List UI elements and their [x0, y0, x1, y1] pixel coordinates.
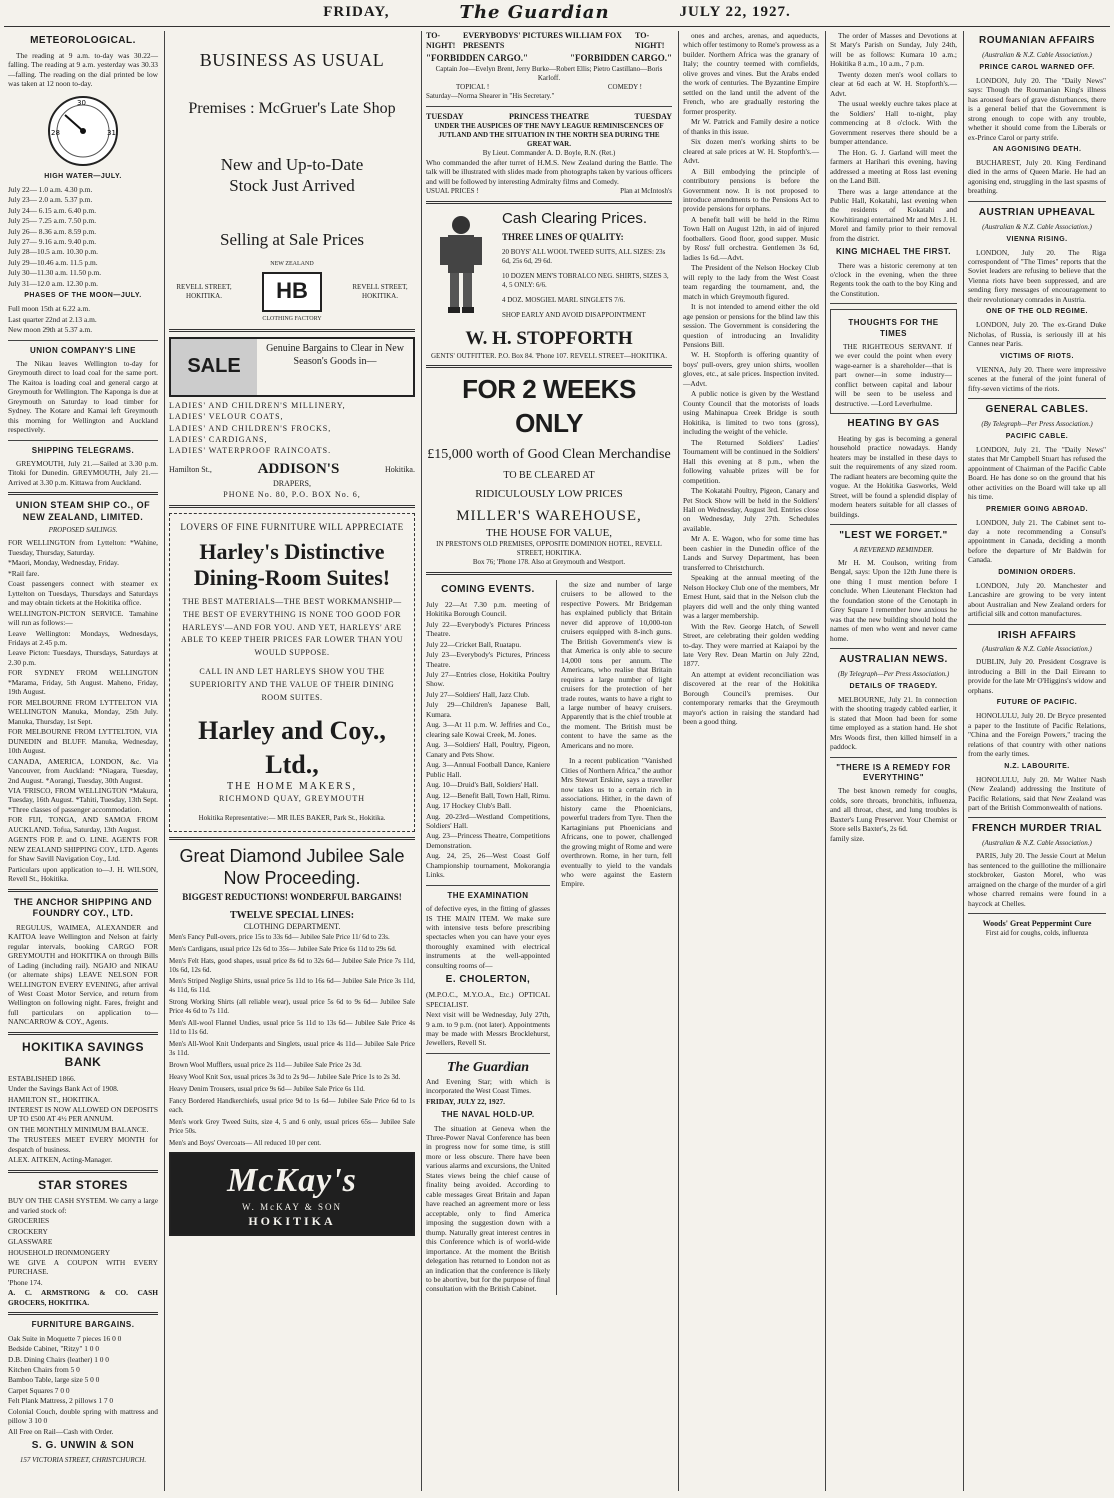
- savings-line: ESTABLISHED 1866.: [8, 1073, 76, 1083]
- moon-row: Last quarter 22nd at 2.13 a.m.: [8, 314, 97, 324]
- cleared-line: TO BE CLEARED AT: [503, 469, 595, 481]
- millers-sub: THE HOUSE FOR VALUE,: [485, 526, 613, 539]
- addison-name: ADDISON'S: [257, 461, 340, 478]
- sale-advert: [169, 337, 415, 397]
- remedy-title: "THERE IS A REMEDY FOR EVERYTHING": [836, 762, 951, 782]
- met-text: The reading at 9 a.m. to-day was 30.22—falling. The reading at 9 a.m. yesterday was 30.33—falling. The reading on the dial printed be low was taken at 12 noon to-day.: [8, 50, 158, 89]
- future-text: HONOLULU, July 20. Dr Bryce presented a paper to the Institute of Pacific Relations, "China and the Foreign Powers," tracing the relations of that country with other nations from the early times.: [968, 711, 1106, 759]
- c4-text: W. H. Stopforth is offering quantity of boys' pull-overs, grey union shirts, woollen gloves, etc., at sale prices. Inspection invited.—Advt.: [683, 350, 819, 388]
- barometer-dial-icon: [45, 93, 121, 169]
- tide-row: July 29—10.46 a.m. 11.5 p.m.: [8, 257, 98, 267]
- harley-text: THE BEST MATERIALS—THE BEST WORKMANSHIP—THE BEST OF EVERYTHING IS NONE TOO GOOD FOR HARLEYS'—AND FOR YOU. AND YET, HARLEYS' ARE ABLE TO KEEP THEIR PRICES FAR LOWER THAN YOU WOULD SUPPOSE.: [180, 597, 403, 658]
- furniture-item: Oak Suite in Moquette 7 pieces 16 0 0: [8, 1333, 122, 1343]
- moon-title: PHASES OF THE MOON—JULY.: [24, 292, 142, 300]
- coming-event: July 22—Cricket Ball, Ruatapu.: [426, 639, 522, 649]
- princess-left: TUESDAY: [426, 111, 464, 121]
- svg-text:28: 28: [51, 128, 60, 137]
- coming-event: July 22—At 7.30 p.m. meeting of Hokitika Borough Council.: [426, 599, 550, 619]
- thoughts-box: [830, 309, 957, 414]
- sale-line: LADIES' VELOUR COATS,: [169, 412, 284, 422]
- victims-text: VIENNA, July 20. There were impressive scenes at the funeral of the joint funeral of fifty-seven victims of the riots.: [968, 364, 1106, 393]
- labourite-title: N.Z. LABOURITE.: [1004, 762, 1070, 770]
- low-line: RIDICULOUSLY LOW PRICES: [475, 487, 623, 500]
- premier-title: PREMIER GOING ABROAD.: [985, 505, 1089, 513]
- general-sub: (By Telegraph—Per Press Association.): [981, 419, 1093, 428]
- coming-title: COMING EVENTS.: [441, 583, 535, 595]
- c4-text: ones and arches, arenas, and aqueducts, which offer testimony to Rome's prowess as a builder. Northern Africa was the granary of Italy; the country teemed with cornfields, olive groves and vines. But the Arabs ended the work of centuries. The Byzantine Empire settled on the land until the advent of the French, who are gradually restoring the former prosperity.: [683, 31, 819, 116]
- stopforth-sub: GENTS' OUTFITTER. P.O. Box 84. 'Phone 107. REVELL STREET—HOKITIKA.: [431, 351, 667, 360]
- uss-line: FOR FIJI, TONGA, AND SAMOA FROM AUCKLAND. Tofua, Saturday, 13th August.: [8, 815, 158, 834]
- pacific-text: LONDON, July 21. The "Daily News" states that Mr Campbell Stuart has refused the appointment of Chairman of the Pacific Cable Board. He has done so on the ground that his other activities on the Board will take up all his time.: [968, 444, 1106, 502]
- uss-line: FOR WELLINGTON from Lyttelton: *Wahine, Tuesday, Thursday, Saturday.: [8, 538, 158, 557]
- navy-plan: Plan at McIntosh's: [620, 187, 672, 196]
- thoughts-text: THE RIGHTEOUS SERVANT. If we ever could the point when every wage-earner is a shareholder—that is part owner—in some industry—conflict between capital and labour will be seen to be useless and destructive. —Lord Leverhulme.: [835, 341, 952, 408]
- furniture-item: D.B. Dining Chairs (leather) 1 0 0: [8, 1354, 109, 1364]
- star-line: CROCKERY: [8, 1226, 48, 1236]
- harley-address: RICHMOND QUAY, GREYMOUTH: [218, 793, 365, 803]
- harley-name: Harley and Coy., Ltd.,: [198, 716, 386, 779]
- c5-text: Twenty dozen men's wool collars to clear at 6d each at W. H. Stopforth's.—Advt.: [830, 69, 957, 98]
- french-title: FRENCH MURDER TRIAL: [971, 823, 1103, 835]
- sale-line: LADIES' AND CHILDREN'S FROCKS,: [169, 423, 332, 433]
- c4-text: The Returned Soldiers' Ladies' Tournament will be continued in the Soldiers' Hall this evening at 8 p.m., when the following valuable prizes will be for competition.: [683, 437, 819, 485]
- unwin-name: S. G. UNWIN & SON: [31, 1440, 135, 1452]
- labourite-text: HONOLULU, July 20. Mr Walter Nash (New Zealand) addressing the Institute of Pacific Relations, said that New Zealand was part of the British Commonwealth of nations.: [968, 774, 1106, 812]
- uss-line: CANADA, AMERICA, LONDON, &c. Via Vancouver, from Auckland: *Niagara, Tuesday, 2nd August. *Aorangi, Tuesday, 30th August.: [8, 756, 158, 785]
- cruiser-text: the size and number of large cruisers to be allowed to the respective Powers. Mr Bridgeman has explained publicly that Britain never did approve of 10,000-ton cruisers equipped with 8-inch guns. The British Government's view is that America is only able to secure 14,000 tons per annum. The Americans, who realise that Britain requires a large number of light cruisers for the protection of her trade routes, wants to have a right to a large number of heavy cruisers. Apparently that is the chief trouble at the moment. The British must be content to have the same as the Americans and no more.: [561, 579, 672, 750]
- saturday-line: Saturday—Norma Shearer in "His Secretary.": [426, 91, 555, 100]
- c4-text: A public notice is given by the Westland County Council that the motorists of loads using Mahinapua Creek Bridge is south Hokitika, is limited to two tons (gross), including the weight of the vehicle.: [683, 389, 819, 437]
- jubilee-item: Men's Fancy Pull-overs, price 15s to 33s 6d— Jubilee Sale Price 11/ 6d to 23s.: [169, 932, 390, 941]
- navy-by: By Lieut. Commander A. D. Boyle, R.N. (Ret.): [482, 148, 616, 157]
- coming-event: Aug. 3—At 11 p.m. W. Jeffries and Co., clearing sale Kowai Creek, M. Jones.: [426, 720, 550, 739]
- c5-text: The Hon. G. J. Garland will meet the farmers at Harihari this evening, having addressed a meeting at Ross last evening on the Land Bill.: [830, 147, 957, 186]
- harley-call: CALL IN AND LET HARLEYS SHOW YOU THE SUPERIORITY AND THE VALUE OF THEIR DINING ROOM SUITES.: [189, 667, 395, 702]
- millers-name: MILLER'S WAREHOUSE,: [456, 507, 642, 524]
- c4-text: A Bill embodying the principle of contributory pensions is before the Government now. It is not proposed to introduce amendments to the Pensions Act to provide pensions for orphans.: [683, 166, 819, 214]
- cargo-left: "FORBIDDEN CARGO.": [426, 53, 528, 64]
- uss-line: AGENTS FOR P. and O. LINE. AGENTS FOR NEW ZEALAND SHIPPING COY., LTD. Agents for Shaw Savill Navigation Coy., Ltd.: [8, 835, 158, 864]
- jubilee-item: Men's Felt Hats, good shapes, usual price 8s 6d to 32s 6d— Jubilee Sale Price 7s 11d, 10s 6d, 12s 6d.: [169, 956, 415, 974]
- everybodys-left: TO-NIGHT!: [426, 31, 456, 51]
- boy-figure-icon: [426, 213, 496, 323]
- uss-line: Particulars upon application to—J. H. WILSON, Revell St., Hokitika.: [8, 864, 158, 884]
- cholerton-text: Next visit will be Wednesday, July 27th, 9 a.m. to 9 p.m. (not later). Appointments may be made with Messrs Brocklehurst, Jewellers, Revell St.: [426, 1010, 550, 1048]
- column-6: [963, 31, 1110, 1491]
- column-4: [678, 31, 823, 1491]
- agonising-text: BUCHAREST, July 20. King Ferdinand died in the arms of Queen Marie. He had an agonising end, struggling in the last spasms of breathing.: [968, 157, 1106, 196]
- jubilee-item: Men's and Boys' Overcoats— All reduced 10 per cent.: [169, 1138, 322, 1147]
- c4-text: It is not intended to amend either the old age pension or pensions for the blind law this session. The Government is considering the question of introducing an Invalidity Pensions Bill.: [683, 302, 819, 349]
- hb-logo: [262, 261, 322, 324]
- heating-title: HEATING BY GAS: [847, 418, 940, 430]
- coming-event: Aug. 3—Soldiers' Hall, Poultry, Pigeon, Canary and Pets Show.: [426, 740, 550, 759]
- coming-event: July 22—Everybody's Pictures Princess Theatre.: [426, 619, 550, 639]
- stopforth-name: W. H. STOPFORTH: [465, 328, 633, 350]
- column-2: [164, 31, 419, 1491]
- jubilee-item: Fancy Bordered Handkerchiefs, usual price 9d to 1s 6d— Jubilee Sale Price 6d to 1s each.: [169, 1096, 415, 1114]
- cash-shop: SHOP EARLY AND AVOID DISAPPOINTMENT: [502, 310, 646, 319]
- star-line: GLASSWARE: [8, 1237, 53, 1247]
- hb-mark: HB: [262, 272, 322, 312]
- victims-title: VICTIMS OF RIOTS.: [1000, 352, 1074, 360]
- c4-text: The President of the Nelson Hockey Club will reply to the lady from the West Coast team regarding the tournament, and, the match in which Greymouth figured.: [683, 263, 819, 301]
- french-sub: (Australian & N.Z. Cable Association.): [982, 839, 1092, 848]
- lest-text: Mr H. M. Coulson, writing from Bengal, says: Upon the 12th June there is one thing I must mention before I conclude. When Lieutenant Fleckton had the foundation stone of the Cenotaph in Grey Square I remember how anxious he was that the new building should hold the names of men who went and never came home.: [830, 557, 957, 643]
- sale-genuine: Genuine Bargains to Clear in New Season's Goods in—: [266, 343, 404, 367]
- savings-line: INTEREST IS NOW ALLOWED ON DEPOSITS UP TO £500 AT 4½ PER ANNUM.: [8, 1105, 158, 1124]
- king-michael-title: KING MICHAEL THE FIRST.: [836, 247, 951, 257]
- cargo-cast: Captain Joe—Evelyn Brent, Jerry Burke—Robert Ellis; Pietro Castillano—Boris Karloff.: [435, 64, 663, 82]
- mckay-name: McKay's: [227, 1161, 357, 1199]
- guardian-date: FRIDAY, JULY 22, 1927.: [426, 1096, 505, 1106]
- addison-town: Hokitika.: [384, 464, 415, 474]
- moon-row: Full moon 15th at 6.22 a.m.: [8, 304, 91, 314]
- australian-sub: (By Telegraph—Per Press Association.): [837, 669, 950, 678]
- jubilee-title: Great Diamond Jubilee Sale Now Proceeding.: [179, 845, 405, 888]
- remedy-text: The best known remedy for coughs, colds, sore throats, bronchitis, influenza, and all throat, chest, and lung troubles is Baxter's Lung Preserver. Your Chemist or Store sells Baxter's, 2s 6d.: [830, 786, 957, 834]
- heating-text: Heating by gas is becoming a general household practice nowadays. Handy heaters may be installed in these days to suit the requirements of any sized room. The radiant heaters are becoming quite the vogue. At the Hokitika Gasworks, Weld Street, will be found a splendid display of modern heaters suitable for all classes of buildings.: [830, 433, 957, 519]
- mckay-logo: [169, 1152, 415, 1236]
- shipping-title: SHIPPING TELEGRAMS.: [31, 445, 135, 455]
- uss-line: *Rail fare.: [8, 568, 40, 578]
- furniture-item: Carpet Squares 7 0 0: [8, 1385, 70, 1395]
- c4-text: Speaking at the annual meeting of the Nelson Hockey Club one of the members, Mr Ernest Hunt, said that in the Nelson club the players did well and the only thing wanted was a larger membership.: [683, 573, 819, 621]
- c5-text: There was a historic ceremony at ten o'clock in the evening, when the three Regents took the oath to the boy King and the Constitution.: [830, 260, 957, 298]
- future-title: FUTURE OF PACIFIC.: [996, 699, 1078, 707]
- unwin-address: 157 VICTORIA STREET, CHRISTCHURCH.: [19, 1456, 147, 1465]
- naval-text: The situation at Geneva when the Three-Power Naval Conference has been in progress now for some time, is still more or less obscure. There have been various alarms and excursions, the United States views being the chief cause of finality being avoided. According to cable messages Great Britain and Japan have reached an agreement more or less acceptable, only to find America imposing the suggestion down with a thump. Naturally great interest centres in this Conference which is of world-wide importance. At the moment the British delegation has returned to London not as an indication that the conference is likely to be abortive, but for the purpose of final consultation with the British Cabinet.: [426, 1123, 550, 1294]
- masthead: [0, 0, 1114, 24]
- jubilee-item: Heavy Denim Trousers, usual price 9s 6d— Jubilee Sale Price 6s 11d.: [169, 1085, 365, 1093]
- c5-text: The order of Masses and Devotions at St Mary's Parish on Sunday, July 24th, will be as follows: Kumara 10 a.m.; Hokitika 8 a.m., 10 a.m., 7 p.m.: [830, 31, 957, 69]
- uss-sub: PROPOSED SAILINGS.: [48, 526, 118, 535]
- irish-title: IRISH AFFAIRS: [997, 629, 1077, 641]
- coming-event: Aug. 3—Annual Football Dance, Kaniere Public Hall.: [426, 760, 550, 779]
- revell-left: REVELL STREET, HOKITIKA.: [176, 283, 232, 301]
- harley-title: Harley's Distinctive Dining-Room Suites!: [193, 539, 391, 590]
- jubilee-item: Men's All-Wool Knit Underpants and Singlets, usual price 4s 11d— Jubilee Sale Price 3s 11d.: [169, 1040, 415, 1058]
- masthead-title: The Guardian: [459, 1, 610, 23]
- old-regime-text: LONDON, July 20. The ex-Grand Duke Nicholas, of Russia, is seriously ill at his Cannes near Paris.: [968, 320, 1106, 349]
- jubilee-twelve: TWELVE SPECIAL LINES:: [229, 909, 355, 921]
- coming-event: Aug. 10—Druid's Ball, Soldiers' Hall.: [426, 780, 539, 790]
- uss-title: UNION STEAM SHIP CO., OF NEW ZEALAND, LIMITED.: [15, 500, 151, 522]
- uss-line: WELLINGTON-PICTON SERVICE. Tamahine will run as follows:—: [8, 608, 158, 628]
- masthead-date: JULY 22, 1927.: [679, 3, 791, 20]
- star-line: BUY ON THE CASH SYSTEM. We carry a large and varied stock of:: [8, 1196, 158, 1215]
- australian-details: DETAILS OF TRAGEDY.: [849, 682, 938, 690]
- jubilee-item: Men's work Grey Tweed Suits, size 4, 5 and 6 only, usual prices 65s— Jubilee Sale Price 50s.: [169, 1117, 415, 1135]
- uss-line: Leave Picton: Tuesdays, Thursdays, Saturdays at 2.30 p.m.: [8, 648, 158, 667]
- uss-line: *Maori, Monday, Wednesday, Friday.: [8, 558, 119, 568]
- austrian-title: AUSTRIAN UPHEAVAL: [978, 206, 1096, 218]
- navy-prices: USUAL PRICES !: [426, 187, 479, 196]
- harley-sub: THE HOME MAKERS,: [226, 780, 358, 792]
- cholerton-sub: (M.P.O.C., M.Y.O.A., Etc.) OPTICAL SPECIALIST.: [426, 990, 550, 1009]
- everybodys-right: TO-NIGHT!: [635, 31, 665, 51]
- uss-line: FOR SYDNEY FROM WELLINGTON *Marama, Friday, 5th August. Maheno, Friday, 19th August.: [8, 668, 158, 697]
- sale-line: LADIES' AND CHILDREN'S MILLINERY,: [169, 401, 346, 411]
- cash-line: 4 DOZ. MOSGIEL MARL SINGLETS 7/6.: [502, 295, 625, 304]
- princess-center: PRINCESS THEATRE: [509, 111, 589, 121]
- coming-event: Aug. 23—Princess Theatre, Competitions Demonstration.: [426, 831, 550, 850]
- naval-title: THE NAVAL HOLD-UP.: [441, 1110, 535, 1120]
- c4-text: Six dozen men's working shirts to be cleared at sale prices at W. H. Stopforth's.—Advt.: [683, 137, 819, 166]
- union-text: The Nikau leaves Wellington to-day for Greymouth direct to load coal for the same port. The Kaitoa is loading coal and general cargo at Greymouth for Wellington. The Kaponga is due at Greymouth on Saturday to load timber for Sydney. The Kotare and Kamai left Greymouth this morning for Wellington and Auckland respectively.: [8, 358, 158, 435]
- new-stock-line: New and Up-to-Date Stock Just Arrived: [220, 154, 364, 196]
- savings-line: ALEX. AITKEN, Acting-Manager.: [8, 1155, 113, 1165]
- uss-line: Coast passengers connect with steamer ex Lyttelton on Tuesdays, Thursdays and Saturdays and may obtain tickets at the Hokitika office.: [8, 579, 158, 608]
- millers-address: IN PRESTON'S OLD PREMISES, OPPOSITE DOMINION HOTEL, REVELL STREET, HOKITIKA.: [436, 540, 662, 557]
- coming-event: July 27—Entries close, Hokitika Poultry Show.: [426, 669, 550, 689]
- c4-text: An attempt at evident reconciliation was discovered at the rear of the Hokitika Borough Council's premises. Our contemporary remarks that the Greymouth mayor's action in raising the standard had been a good thing.: [683, 669, 819, 727]
- pacific-title: PACIFIC CABLE.: [1005, 432, 1069, 440]
- furniture-item: Kitchen Chairs from 5 0: [8, 1364, 80, 1374]
- agonising-title: AN AGONISING DEATH.: [992, 145, 1082, 153]
- guardian-sub: And Evening Star; with which is incorporated the West Coast Times.: [426, 1076, 550, 1096]
- star-line: HOUSEHOLD IRONMONGERY: [8, 1247, 111, 1257]
- coming-event: July 27—Soldiers' Hall, Jazz Club.: [426, 689, 530, 699]
- navy-text: Who commanded the after turret of H.M.S. New Zealand during the Battle. The talk will be illustrated with slides made from photographs taken by various officers and will be followed by interesting Admiralty films and Comedy.: [426, 157, 672, 186]
- newspaper-page: [4, 26, 1110, 1492]
- mckay-town: HOKITIKA: [248, 1213, 336, 1228]
- jubilee-item: Heavy Wool Knit Sox, usual prices 3s 3d to 2s 9d— Jubilee Sale Price 1s to 2s 3d.: [169, 1073, 401, 1082]
- dominion-title: DOMINION ORDERS.: [998, 568, 1076, 576]
- tide-row: July 23— 2.0 a.m. 5.37 p.m.: [8, 195, 93, 205]
- tide-row: July 22— 1.0 a.m. 4.30 p.m.: [8, 184, 93, 194]
- column-1: [4, 31, 162, 1491]
- tide-row: July 30—11.30 a.m. 11.50 p.m.: [8, 268, 102, 278]
- high-water-title: HIGH WATER—JULY.: [44, 172, 122, 180]
- coming-event: Aug. 24, 25, 26—West Coast Golf Championship tournament, Mokorangia Links.: [426, 851, 550, 880]
- irish-text: DUBLIN, July 20. President Cosgrave is introducing a Bill in the Dail Eireann to provide for the late Mr O'Higgins's widow and orphans.: [968, 657, 1106, 695]
- premises-line: Premises : McGruer's Late Shop: [188, 100, 396, 118]
- tide-row: July 25— 7.25 a.m. 7.50 p.m.: [8, 216, 97, 226]
- fifteen-line: £15,000 worth of Good Clean Merchandise: [427, 447, 671, 462]
- cash-line: 10 DOZEN MEN'S TOBRALCO NEG. SHIRTS, SIZES 3, 4, 5 ONLY: 6/6.: [502, 271, 669, 289]
- hb-bottom: CLOTHING FACTORY: [262, 316, 322, 323]
- guardian-title: The Guardian: [446, 1059, 530, 1075]
- cholerton-name: E. CHOLERTON,: [445, 974, 531, 986]
- furniture-item: Felt Plank Mattress, 2 pillows 1 7 0: [8, 1396, 114, 1406]
- c4-text: Mr W. Patrick and Family desire a notice of thanks in this issue.: [683, 117, 819, 136]
- business-title: BUSINESS AS USUAL: [199, 50, 385, 70]
- column-3: [421, 31, 676, 1491]
- princess-right: TUESDAY: [634, 111, 672, 121]
- harley-rep: Hokitika Representative:— MR ILES BAKER, Park St., Hokitika.: [198, 813, 386, 822]
- jubilee-sub: BIGGEST REDUCTIONS! WONDERFUL BARGAINS!: [182, 892, 402, 903]
- c4-text: Mr A. E. Wagon, who for some time has been cashier in the Dunedin office of the Lands and Survey Department, has been transferred to Christchurch.: [683, 534, 819, 572]
- jubilee-item: Men's Striped Neglige Shirts, usual price 5s 11d to 16s 6d— Jubilee Sale Price 3s 11d, 4s 11d, 6s 11d.: [169, 977, 415, 995]
- carol-title: PRINCE CAROL WARNED OFF.: [979, 63, 1095, 71]
- australian-title: AUSTRALIAN NEWS.: [839, 654, 948, 666]
- navy-title: UNDER THE AUSPICES OF THE NAVY LEAGUE REMINISCENCES OF JUTLAND AND THE SITUATION IN THE NORTH SEA DURING THE GREAT WAR.: [434, 122, 664, 148]
- cash-title: Cash Clearing Prices.: [502, 210, 648, 228]
- premier-text: LONDON, July 21. The Cabinet sent to-day a note recommending a Consul's appointment in Canada, deciding a month before the departure of Mr Baldwin for Canada.: [968, 517, 1106, 565]
- roumanian-title: ROUMANIAN AFFAIRS: [979, 35, 1095, 46]
- general-title: GENERAL CABLES.: [985, 404, 1089, 416]
- hb-top: NEW ZEALAND: [270, 260, 314, 267]
- c5-text: The usual weekly euchre takes place at the Soldiers' Hall to-night, play commencing at 8 o'clock. With the Government reserves there should be a bumper attendance.: [830, 99, 957, 147]
- tide-row: July 24— 6.15 a.m. 6.40 p.m.: [8, 205, 97, 215]
- furniture-item: Bedside Cabinet, "Ritzy" 1 0 0: [8, 1344, 100, 1354]
- savings-title: HOKITIKA SAVINGS BANK: [21, 1039, 144, 1070]
- old-regime-title: ONE OF THE OLD REGIME.: [985, 308, 1088, 316]
- harley-top: LOVERS OF FINE FURNITURE WILL APPRECIATE: [180, 521, 404, 532]
- star-title: STAR STORES: [38, 1177, 128, 1192]
- topical: TOPICAL !: [456, 82, 490, 91]
- lest-sub: A REVEREND REMINDER.: [853, 545, 934, 554]
- roumanian-sub: (Australian & N.Z. Cable Association.): [982, 50, 1092, 59]
- c4-text: The Kokatahi Poultry, Pigeon, Canary and Pet Stock Show will be held in the Soldiers' Hall on Wednesday, August 3rd. Entries close on Wednesday, July 27th. Schedules available.: [683, 486, 819, 533]
- woods-sub: First aid for coughs, colds, influenza: [985, 929, 1089, 938]
- savings-line: The TRUSTEES MEET EVERY MONTH for despatch of business.: [8, 1135, 158, 1154]
- exam-title: THE EXAMINATION: [447, 890, 529, 900]
- jubilee-item: Men's All-wool Flannel Undies, usual price 5s 11d to 13s 6d— Jubilee Sale Price 4s 11d to 11s 6d.: [169, 1019, 415, 1037]
- addison-sub: DRAPERS,: [272, 479, 311, 489]
- tide-row: July 27— 9.16 a.m. 9.40 p.m.: [8, 236, 97, 246]
- furniture-item: Bamboo Table, large size 5 0 0: [8, 1375, 100, 1385]
- jubilee-item: Men's Cardigans, usual price 12s 6d to 35s— Jubilee Sale Price 6s 11d to 29s 6d.: [169, 944, 397, 953]
- addison-street: Hamilton St.,: [169, 464, 212, 474]
- svg-text:31: 31: [107, 128, 116, 137]
- furniture-title: FURNITURE BARGAINS.: [31, 1320, 135, 1330]
- tide-row: July 31—12.0 a.m. 12.30 p.m.: [8, 278, 98, 288]
- masthead-day: FRIDAY,: [323, 3, 390, 20]
- star-line: A. C. ARMSTRONG & CO. CASH GROCERS, HOKITIKA.: [8, 1288, 158, 1307]
- carol-text: LONDON, July 20. The "Daily News" says: Though the Roumanian King's illness has aroused fears of grave disturbances, there is a general belief that the Government is strong enough to cope with any trouble, whether it should come from the Liberals or ex-Prince Carol or party strife.: [968, 75, 1106, 142]
- star-line: WE GIVE A COUPON WITH EVERY PURCHASE.: [8, 1257, 158, 1277]
- cash-sub: THREE LINES OF QUALITY:: [502, 232, 624, 243]
- vienna-text: LONDON, July 20. The Riga correspondent of "The Times" reports that the Soviet leaders are refusing to believe that the Vienna riots have been suppressed, and are sending fiery messages of encouragement to their revolutionary comrades in Austria.: [968, 247, 1106, 304]
- anchor-title: THE ANCHOR SHIPPING AND FOUNDRY COY., LTD.: [13, 896, 153, 919]
- uss-line: VIA 'FRISCO, FROM WELLINGTON *Makura, Tuesday, 16th August. *Tahiti, Tuesday, 13th Sept. *Three classes of passenger accommodation.: [8, 786, 158, 814]
- sale-word: SALE: [171, 339, 257, 395]
- column-5: [825, 31, 961, 1491]
- africa-text: In a recent publication "Vanished Cities of Northern Africa," the author Mrs Stewart Erskine, says a traveller now takes us to a certain rich in associations. Hither, in the dawn of history came the Phoenicians, powerful traders from Tyre. Then the Kartaginians put Phoenicians and Africans, one to power, challenged the growing might of Rome and were overthrown. Rome, in her turn, fell eventually to yield to the vandals who were against the Eastern Empire.: [561, 756, 672, 889]
- jubilee-clothing: CLOTHING DEPARTMENT.: [243, 922, 341, 932]
- sale-line: LADIES' CARDIGANS,: [169, 434, 268, 444]
- vienna-title: VIENNA RISING.: [1006, 235, 1068, 243]
- dominion-text: LONDON, July 20. Manchester and Lancashire are growing to be very intent about Australian and New Zealand orders for artificial silk and cotton manufactures.: [968, 580, 1106, 619]
- millers-box: Box 76; 'Phone 178. Also at Greymouth and Westport.: [472, 557, 626, 566]
- tide-row: July 26— 8.36 a.m. 8.59 p.m.: [8, 226, 97, 236]
- met-title: METEOROLOGICAL.: [30, 35, 136, 46]
- cash-line: 20 BOYS' ALL WOOL TWEED SUITS, ALL SIZES: 23s 6d, 25s 6d, 29 6d.: [502, 247, 666, 265]
- anchor-text: REGULUS, WAIMEA, ALEXANDER and KAITOA leave Wellington and Nelson at fairly regular intervals, booking CARGO FOR GREYMOUTH and HOKITIKA on through Bills of Lading (including rail). NGAIO and NIKAU (or alternate ships) LEAVE NELSON FOR WELLINGTON EVERY EVENING, after arrival of West Coast Motor Service, and return from Wellington on following night. Fares, freight and full particulars on application to—NANCARROW & COY., Agents.: [8, 922, 158, 1027]
- coming-event: Aug. 17 Hockey Club's Ball.: [426, 801, 512, 811]
- austrian-sub: (Australian & N.Z. Cable Association.): [982, 222, 1092, 231]
- uss-line: FOR MELBOURNE FROM LYTTELTON VIA WELLINGTON Manuka, Monday, 25th July. Manuka, Thursday, 1st Sept.: [8, 697, 158, 726]
- svg-text:30: 30: [77, 98, 86, 107]
- savings-line: ON THE MONTHLY MINIMUM BALANCE.: [8, 1124, 149, 1134]
- australian-text: MELBOURNE, July 21. In connection with the shooting tragedy cabled earlier, it is stated that Moon had been for some time employed as a station hand. He shot Mrs Woods first, then killed himself in a paddock.: [830, 694, 957, 752]
- c4-text: A benefit ball will be held in the Rimu Town Hall on August 12th, in aid of injured footballers. Good floor, good supper. Music by Ross' full orchestra. Gentlemen 3s 6d, ladies 1s 6d.—Advt.: [683, 214, 819, 262]
- comedy: COMEDY !: [607, 82, 642, 91]
- everybodys-center: EVERYBODYS' PICTURES WILLIAM FOX PRESENTS: [462, 31, 622, 51]
- coming-event: July 29—Children's Japanese Ball, Kumara.: [426, 700, 550, 719]
- irish-sub: (Australian & N.Z. Cable Association.): [982, 645, 1092, 654]
- exam-text: of defective eyes, in the fitting of glasses IS THE MAIN ITEM. We make sure with intensive tests before prescribing spectacles when you can have your eyes thoroughly examined with electrical instruments at the well-appointed consulting rooms of—: [426, 904, 550, 970]
- french-text: PARIS, July 20. The Jessie Court at Melun has sentenced to the guillotine the millionaire stockbroker, Gaston Morel, who was arraigned on the charge of the murder of a girl whose charred remains were found in a haycock at Chelles.: [968, 851, 1106, 908]
- star-line: 'Phone 174.: [8, 1277, 43, 1287]
- coming-event: Aug. 12—Benefit Ball, Town Hall, Rimu.: [426, 790, 550, 800]
- union-title: UNION COMPANY'S LINE: [30, 345, 136, 355]
- star-line: GROCERIES: [8, 1216, 50, 1226]
- moon-row: New moon 29th at 5.37 a.m.: [8, 325, 93, 335]
- remedy-end: family size.: [830, 834, 865, 844]
- cargo-right: "FORBIDDEN CARGO.": [570, 53, 672, 64]
- uss-line: Leave Wellington: Mondays, Wednesdays, Fridays at 2.45 p.m.: [8, 628, 158, 647]
- c4-text: With the Rev. George Hatch, of Sewell Street, are celebrating their golden wedding to-day. They were married at Kaiapoi by the late Very Rev. Dean Martin on July 22nd, 1877.: [683, 621, 819, 669]
- furniture-item: All Free on Rail—Cash with Order.: [8, 1426, 114, 1436]
- jubilee-item: Brown Wool Mufflers, usual price 2s 11d— Jubilee Sale Price 2s 3d.: [169, 1061, 362, 1070]
- c5-text: There was a large attendance at the Public Hall, Kokatahi, last evening when the residents of Kokatahi and Kowhitirangi entertained Mr and Mrs J. H. Morel and family prior to their removal from the district.: [830, 186, 957, 243]
- jubilee-item: Strong Working Shirts (all reliable wear), usual price 5s 6d to 9s 6d— Jubilee Sale Price 4s 6d to 7s 11d.: [169, 998, 415, 1016]
- addison-phone: PHONE No. 80, P.O. BOX No. 6,: [223, 489, 361, 499]
- furniture-item: Colonial Couch, double spring with mattress and pillow 3 10 0: [8, 1406, 158, 1426]
- mckay-sub: W. McKAY & SON: [241, 1202, 342, 1213]
- coming-event: July 23—Everybody's Pictures, Princess Theatre.: [426, 650, 550, 669]
- uss-line: FOR MELBOURNE FROM LYTTELTON, VIA DUNEDIN and BLUFF. Manuka, Wednesday, 10th August.: [8, 727, 158, 756]
- thoughts-title: THOUGHTS FOR THE TIMES: [848, 318, 939, 338]
- savings-line: HAMILTON ST., HOKITIKA.: [8, 1094, 101, 1104]
- woods-title: Woods' Great Peppermint Cure: [982, 919, 1092, 928]
- selling-line: Selling at Sale Prices: [219, 230, 364, 249]
- savings-line: Under the Savings Bank Act of 1908.: [8, 1084, 119, 1094]
- coming-event: Aug. 20-23rd—Westland Competitions, Soldiers' Hall.: [426, 811, 550, 831]
- two-weeks: FOR 2 WEEKS ONLY: [462, 374, 636, 438]
- tide-row: July 28—10.5 a.m. 10.30 p.m.: [8, 247, 98, 257]
- sale-line: LADIES' WATERPROOF RAINCOATS.: [169, 446, 332, 456]
- lest-title: "LEST WE FORGET.": [839, 530, 948, 542]
- revell-right: REVELL STREET, HOKITIKA.: [352, 283, 408, 301]
- shipping-text: GREYMOUTH, July 21.—Sailed at 3.30 p.m. Titoki for Dunedin. GREYMOUTH, July 21.—Arrived at 3.30 p.m. Kittawa from Auckland.: [8, 458, 158, 487]
